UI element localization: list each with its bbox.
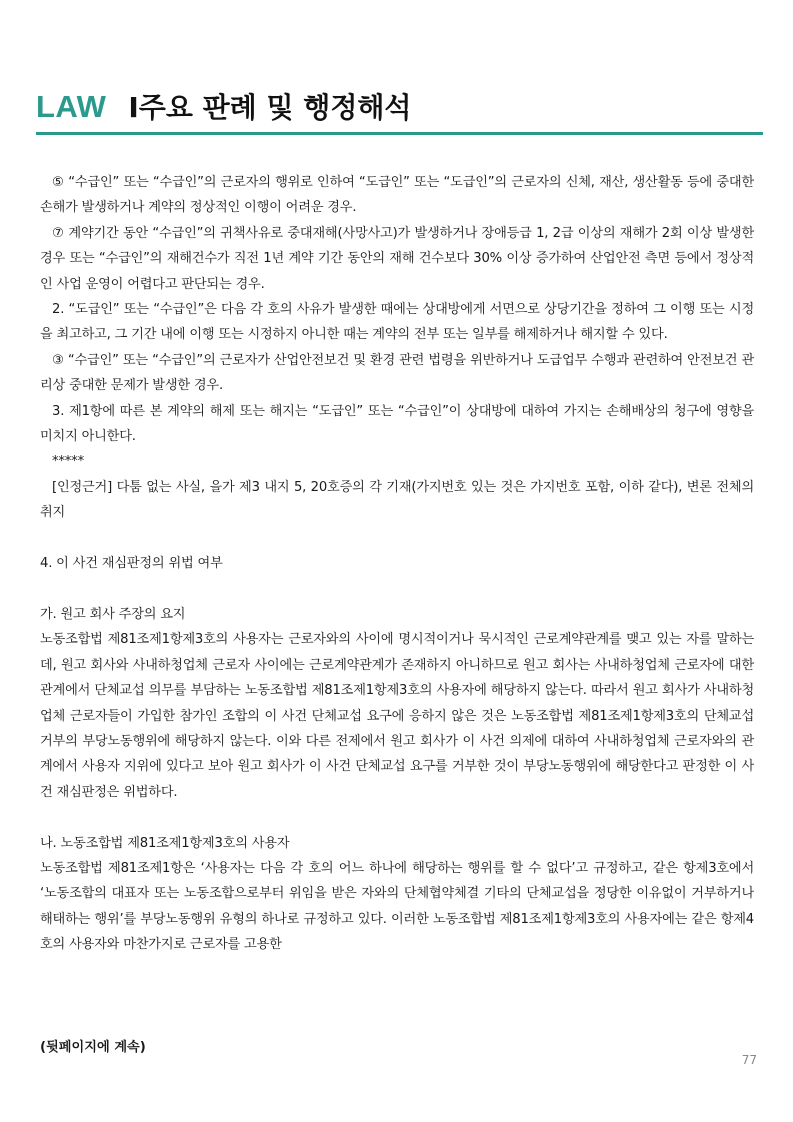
page-title: Ⅰ주요 판례 및 행정해석 [128,91,412,124]
subsection-ga-heading: 가. 원고 회사 주장의 요지 [40,606,186,622]
spacer [40,576,754,601]
spacer [40,526,754,551]
subsection-ga-body: 노동조합법 제81조제1항제3호의 사용자는 근로자와의 사이에 명시적이거나 묵시적인 근로계약관계를 맺고 있는 자를 말하는데, 원고 회사와 사내하청업체 근로자 사이에는 근로계약관계가 존재하지 아니하므로 원고 회사는 사내하청업체 근로자에 대한 관계에서 단체교섭 의무를 부담하는 노동조합법 제81조제1항제3호의 사용자에 해당하지 않는다. 따라서 원고 회사가 사내하청업체 근로자들이 가입한 참가인 조합의 이 사건 단체교섭 요구에 응하지 않은 것은 노동조합법 제81조제1항제3호의 단체교섭 거부의 부당노동행위에 해당하지 않는다. 이와 다른 전제에서 원고 회사가 이 사건 의제에 대하여 사내하청업체 근로자와의 관계에서 사용자 지위에 있다고 보아 원고 회사가 이 사건 단체교섭 요구를 거부한 것이 부당노동행위에 해당한다고 판정한 이 사건 재심판정은 위법하다. [40,632,754,800]
paragraph-clause-3: 3. 제1항에 따른 본 계약의 해제 또는 해지는 “도급인” 또는 “수급인”이 상대방에 대하여 가지는 손해배상의 청구에 영향을 미치지 아니한다. [40,403,754,445]
paragraph-item-7: ⑦ 계약기간 동안 “수급인”의 귀책사유로 중대재해(사망사고)가 발생하거나 장애등급 1, 2급 이상의 재해가 2회 이상 발생한 경우 또는 “수급인”의 재해건수가 직전 1년 계약 기간 동안의 재해 건수보다 30% 이상 증가하여 산업안전 측면 등에서 정상적인 사업 운영이 어렵다고 판단되는 경우. [40,225,754,292]
section-4-heading: 4. 이 사건 재심판정의 위법 여부 [40,556,223,572]
page-header [36,86,411,126]
paragraph-item-3: ③ “수급인” 또는 “수급인”의 근로자가 산업안전보건 및 환경 관련 법령을 위반하거나 도급업무 수행과 관련하여 안전보건 관리상 중대한 문제가 발생한 경우. [40,352,754,394]
spacer [40,805,754,830]
section-label: LAW [36,89,107,124]
asterisk-separator: ***** [52,454,84,470]
header-divider [36,132,763,135]
continued-note: (뒷페이지에 계속) [40,1040,146,1055]
document-body [40,170,754,958]
paragraph-item-5: ⑤ “수급인” 또는 “수급인”의 근로자의 행위로 인하여 “도급인” 또는 “도급인”의 근로자의 신체, 재산, 생산활동 등에 중대한 손해가 발생하거나 계약의 정상적인 이행이 어려운 경우. [40,175,754,216]
evidence-basis: [인정근거] 다툼 없는 사실, 을가 제3 내지 5, 20호증의 각 기재(가지번호 있는 것은 가지번호 포함, 이하 같다), 변론 전체의 취지 [40,479,754,521]
subsection-na-heading: 나. 노동조합법 제81조제1항제3호의 사용자 [40,835,290,851]
subsection-na-body: 노동조합법 제81조제1항은 ‘사용자는 다음 각 호의 어느 하나에 해당하는 행위를 할 수 없다’고 규정하고, 같은 항제3호에서 ‘노동조합의 대표자 또는 노동조합으로부터 위임을 받은 자와의 단체협약체결 기타의 단체교섭을 정당한 이유없이 거부하거나 해태하는 행위’를 부당노동행위 유형의 하나로 규정하고 있다. 이러한 노동조합법 제81조제1항제3호의 사용자에는 같은 항제4호의 사용자와 마찬가지로 근로자를 고용한 [40,860,754,953]
paragraph-clause-2: 2. “도급인” 또는 “수급인”은 다음 각 호의 사유가 발생한 때에는 상대방에게 서면으로 상당기간을 정하여 그 이행 또는 시정을 최고하고, 그 기간 내에 이행 또는 시정하지 아니한 때는 계약의 전부 또는 일부를 해제하거나 해지할 수 있다. [40,302,754,343]
page-number: 77 [741,1053,757,1067]
